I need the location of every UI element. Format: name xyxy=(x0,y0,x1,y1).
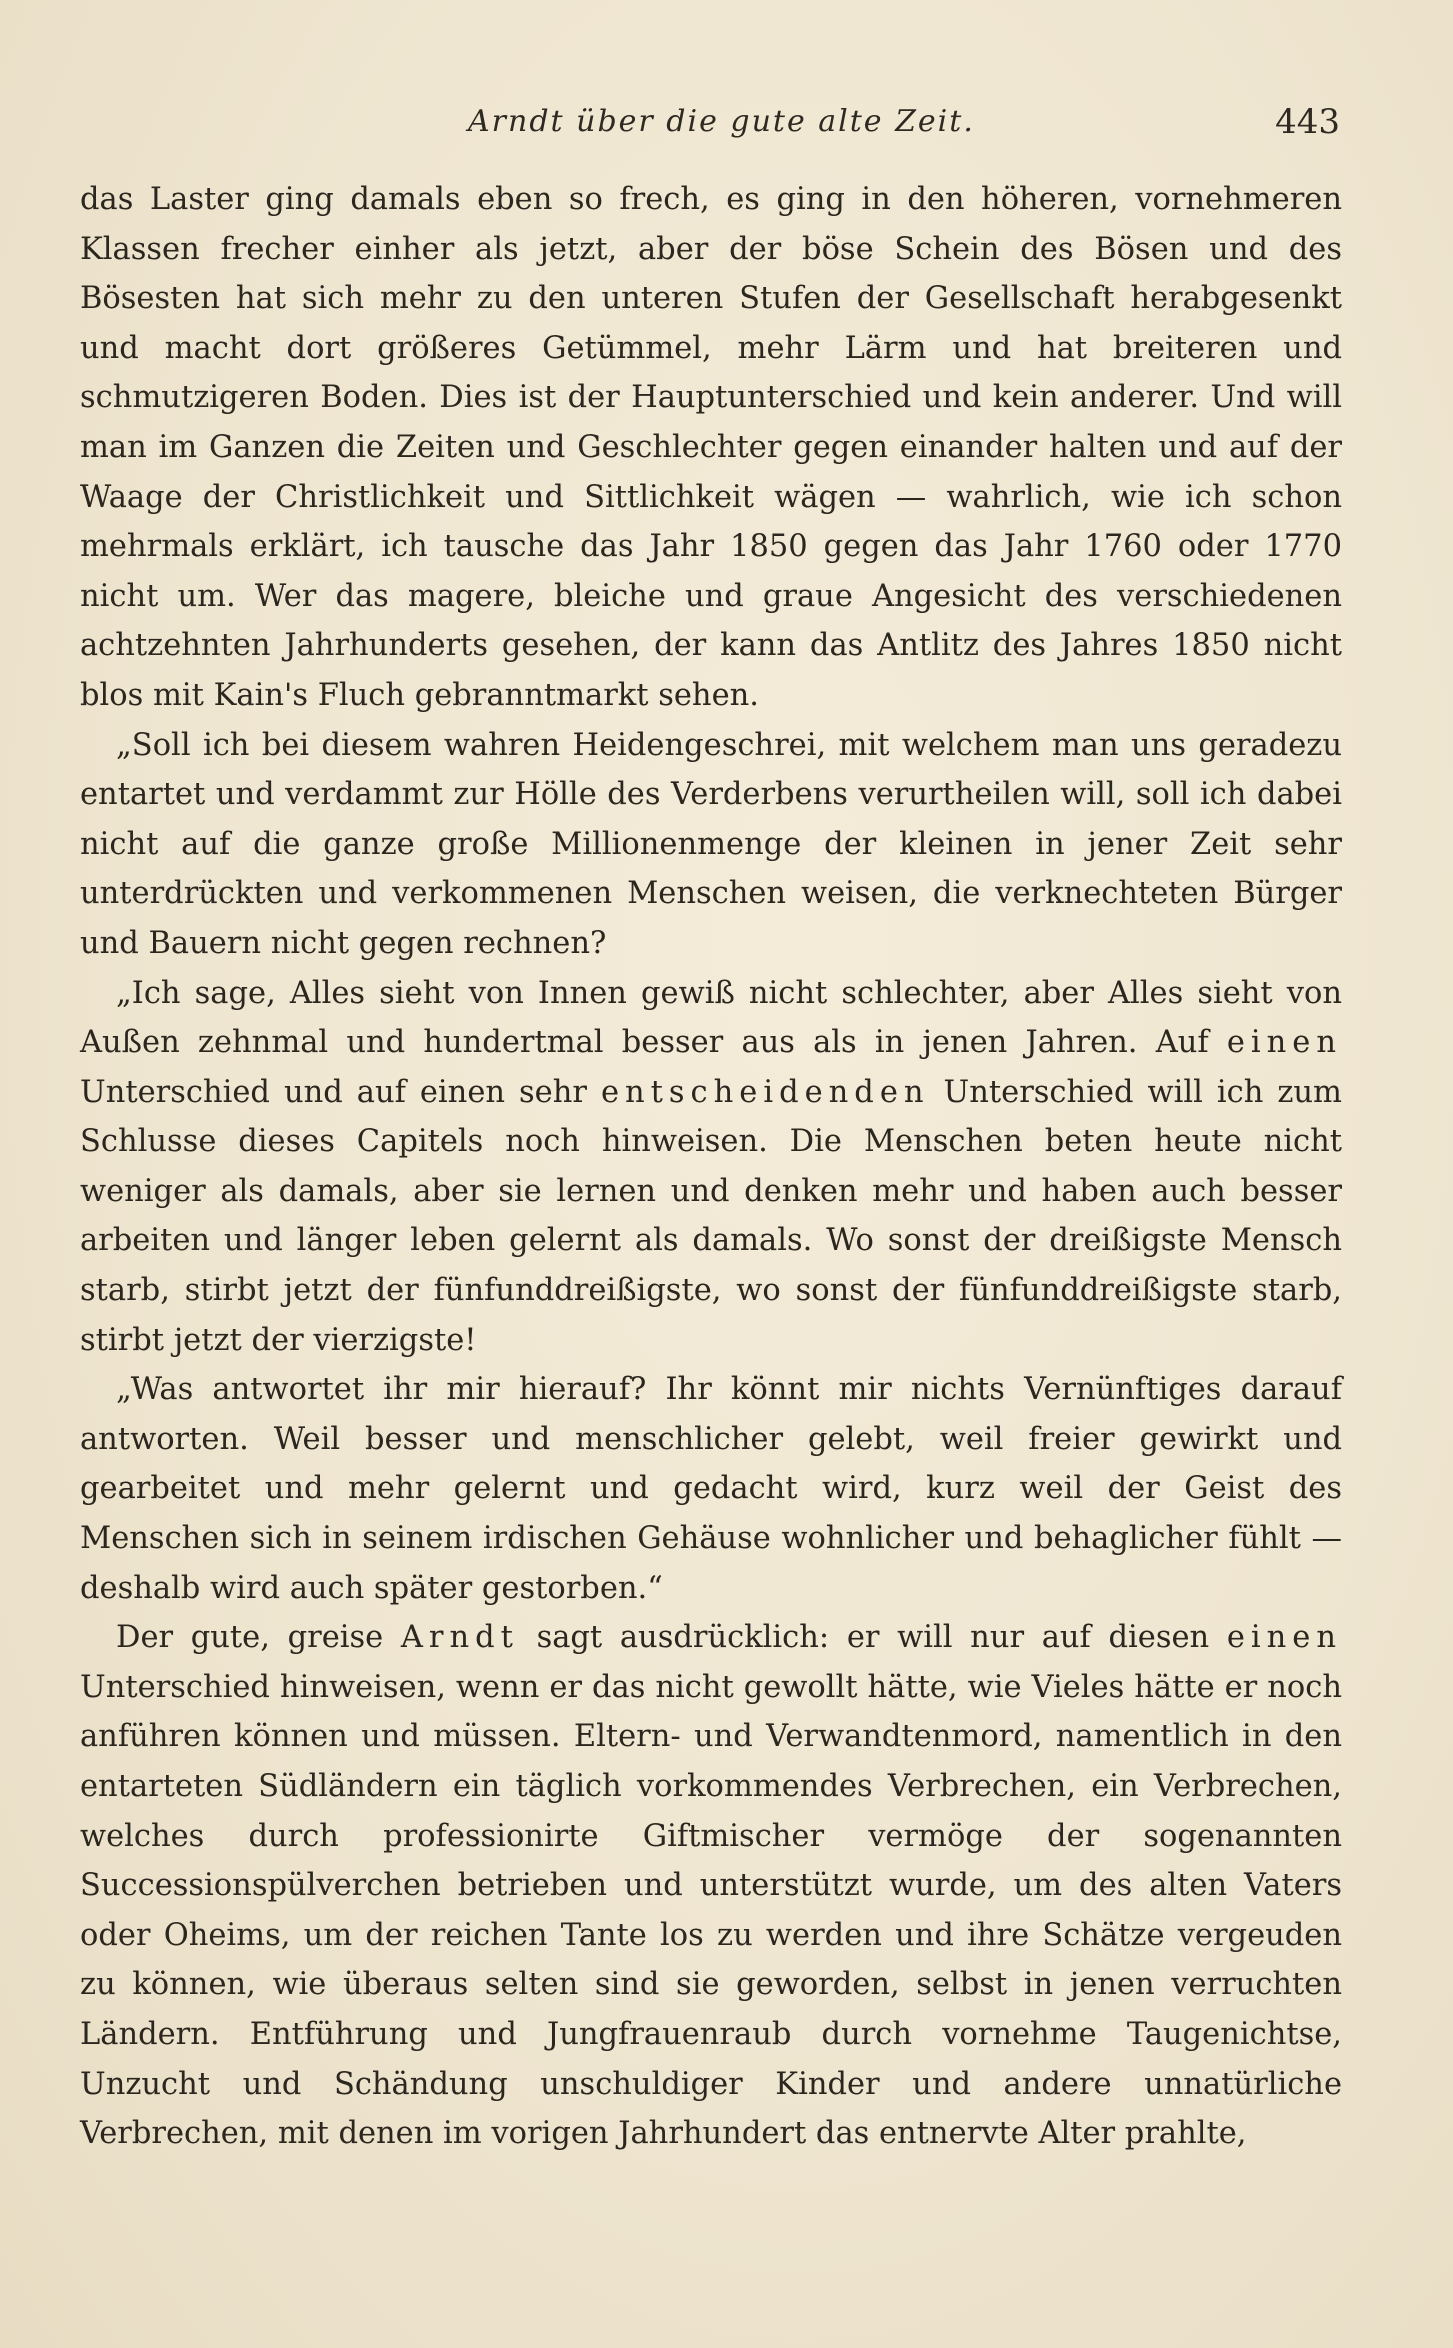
paragraph-2 xyxy=(80,721,1342,969)
paragraph-3-text-before: „Ich sage, Alles sieht von Innen gewiß nicht schlechter, aber Alles sieht von Außen zehnmal und hundertmal besser aus als in jenen Jahren. Auf xyxy=(80,975,1342,1061)
paragraph-5-text-mid: sagt ausdrücklich: er will nur auf diesen xyxy=(518,1620,1227,1656)
paragraph-3-emphasis-2: entscheidenden xyxy=(600,1074,930,1110)
paragraph-5-emphasis-2: einen xyxy=(1226,1620,1342,1656)
paragraph-3-emphasis-1: einen xyxy=(1226,1025,1342,1061)
paragraph-5 xyxy=(80,1613,1342,2159)
page-number: 443 xyxy=(1275,102,1340,142)
paragraph-1-text: das Laster ging damals eben so frech, es ging in den höheren, vornehmeren Klassen frecher einher als jetzt, aber der böse Schein des Bösen und des Bösesten hat sich mehr zu den unteren Stufen der Gesellschaft herabgesenkt und macht dort größeres Getümmel, mehr Lärm und hat breiteren und schmutzigeren Boden. Dies ist der Hauptunterschied und kein anderer. Und will man im Ganzen die Zeiten und Geschlechter gegen einander halten und auf der Waage der Christlichkeit und Sittlichkeit wägen — wahrlich, wie ich schon mehrmals erklärt, ich tausche das Jahr 1850 gegen das Jahr 1760 oder 1770 nicht um. Wer das magere, bleiche und graue Angesicht des verschiedenen achtzehnten Jahrhunderts gesehen, der kann das Antlitz des Jahres 1850 nicht blos mit Kain's Fluch gebranntmarkt sehen. xyxy=(80,182,1342,713)
running-title: Arndt über die gute alte Zeit. xyxy=(468,104,975,139)
page-header xyxy=(468,104,1340,150)
paragraph-4 xyxy=(80,1365,1342,1613)
body-text xyxy=(80,175,1342,2159)
paragraph-3-text-mid: Unterschied und auf einen sehr xyxy=(80,1074,601,1110)
paragraph-3-text-after: Unterschied will ich zum Schlusse dieses Capitels noch hinweisen. Die Menschen beten heute nicht weniger als damals, aber sie lernen und denken mehr und haben auch besser arbeiten und länger leben gelernt als damals. Wo sonst der dreißigste Mensch starb, stirbt jetzt der fünfunddreißigste, wo sonst der fünfunddreißigste starb, stirbt jetzt der vierzigste! xyxy=(80,1074,1342,1358)
paragraph-1 xyxy=(80,175,1342,721)
paragraph-5-text-after: Unterschied hinweisen, wenn er das nicht gewollt hätte, wie Vieles hätte er noch anführen können und müssen. Eltern- und Verwandtenmord, namentlich in den entarteten Südländern ein täglich vorkommendes Verbrechen, ein Verbrechen, welches durch professionirte Giftmischer vermöge der sogenannten Successionspülverchen betrieben und unterstützt wurde, um des alten Vaters oder Oheims, um der reichen Tante los zu werden und ihre Schätze vergeuden zu können, wie überaus selten sind sie geworden, selbst in jenen verruchten Ländern. Entführung und Jungfrauenraub durch vornehme Taugenichtse, Unzucht und Schändung unschuldiger Kinder und andere unnatürliche Verbrechen, mit denen im vorigen Jahrhundert das entnervte Alter prahlte, xyxy=(80,1669,1342,2152)
paragraph-5-emphasis-1: Arndt xyxy=(400,1620,519,1656)
paragraph-2-text: „Soll ich bei diesem wahren Heidengeschrei, mit welchem man uns geradezu entartet und verdammt zur Hölle des Verderbens verurtheilen will, soll ich dabei nicht auf die ganze große Millionenmenge der kleinen in jener Zeit sehr unterdrückten und verkommenen Menschen weisen, die verknechteten Bürger und Bauern nicht gegen rechnen? xyxy=(80,727,1342,961)
paragraph-3 xyxy=(80,969,1342,1366)
paragraph-4-text: „Was antwortet ihr mir hierauf? Ihr könnt mir nichts Vernünftiges darauf antworten. Weil besser und menschlicher gelebt, weil freier gewirkt und gearbeitet und mehr gelernt und gedacht wird, kurz weil der Geist des Menschen sich in seinem irdischen Gehäuse wohnlicher und behaglicher fühlt — deshalb wird auch später gestorben.“ xyxy=(80,1372,1342,1606)
paragraph-5-text-before: Der gute, greise xyxy=(116,1620,401,1656)
